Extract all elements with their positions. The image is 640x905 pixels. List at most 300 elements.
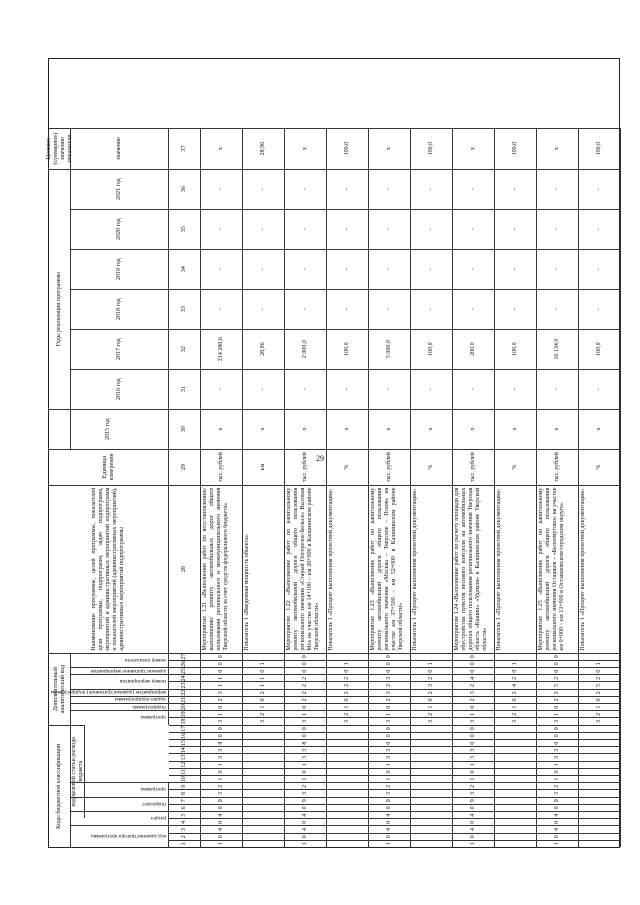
code-cell: 0 bbox=[201, 660, 243, 667]
name-header: Наименование программы, целей программы, показателей цели программы, подпрограмм, задач подпрограмм, мероприятий и административных мероприятий подпрограмм и показателей мероприятий (административных мероприятий), административных мероприятий подпрограммы bbox=[49, 485, 169, 653]
year-value: - bbox=[579, 249, 621, 289]
code-cell bbox=[579, 746, 621, 753]
code-cell: 0 bbox=[285, 732, 327, 739]
code-cell: 1 bbox=[369, 840, 411, 847]
col-number: 20 bbox=[169, 703, 201, 710]
year-value: - bbox=[495, 169, 537, 209]
code-cell: 1 bbox=[579, 660, 621, 667]
code-cell: 1 bbox=[495, 703, 537, 710]
code-cell: 3 bbox=[411, 681, 453, 688]
code-cell bbox=[327, 768, 369, 775]
code-cell: 2 bbox=[453, 782, 495, 789]
code-cell bbox=[327, 811, 369, 818]
col-number: 23 bbox=[169, 681, 201, 688]
col-number: 26 bbox=[169, 660, 201, 667]
code-cell: 2 bbox=[537, 782, 579, 789]
code-cell: 2 bbox=[285, 696, 327, 703]
measure-num-header bbox=[71, 674, 169, 688]
year-value: - bbox=[453, 249, 495, 289]
code-cell: 2 bbox=[285, 782, 327, 789]
code-cell bbox=[579, 825, 621, 832]
year-value: - bbox=[579, 169, 621, 209]
row-final-value: х bbox=[537, 128, 579, 169]
year-value: - bbox=[201, 369, 243, 409]
code-cell bbox=[327, 789, 369, 796]
col-number: 9 bbox=[169, 782, 201, 789]
code-cell bbox=[579, 739, 621, 746]
code-cell: 0 bbox=[201, 804, 243, 811]
year-value: - bbox=[579, 209, 621, 249]
code-cell: 1 bbox=[201, 761, 243, 768]
year-value: - bbox=[201, 249, 243, 289]
code-cell: 3 bbox=[285, 753, 327, 760]
code-cell: 0 bbox=[453, 703, 495, 710]
col-number: 34 bbox=[169, 249, 201, 289]
code-cell: 2 bbox=[495, 689, 537, 696]
admin-code-header-text: код администратора программы bbox=[91, 833, 166, 840]
year-value: - bbox=[327, 289, 369, 329]
year-value: - bbox=[369, 289, 411, 329]
code-cell bbox=[411, 782, 453, 789]
row-unit: % bbox=[579, 449, 621, 485]
row-unit: % bbox=[327, 449, 369, 485]
code-cell: 2 bbox=[369, 782, 411, 789]
year-value: - bbox=[495, 249, 537, 289]
year-value: х bbox=[285, 409, 327, 449]
razdel-header-text: раздел bbox=[150, 815, 166, 822]
code-cell: 0 bbox=[411, 667, 453, 674]
row-unit: тыс. рублей bbox=[369, 449, 411, 485]
year-value: - bbox=[411, 369, 453, 409]
code-cell: 9 bbox=[453, 797, 495, 804]
code-cell: 0 bbox=[201, 732, 243, 739]
col-number: 7 bbox=[169, 797, 201, 804]
year-header-2016: 2016 год bbox=[71, 369, 169, 409]
col-number: 32 bbox=[169, 329, 201, 369]
code-cell: 1 bbox=[411, 703, 453, 710]
col-number: 30 bbox=[169, 409, 201, 449]
code-cell: 0 bbox=[453, 804, 495, 811]
target-article-header: код целевой статьи расхода бюджета bbox=[71, 725, 85, 819]
program-add-header-text: программа bbox=[140, 714, 166, 721]
col-number: 11 bbox=[169, 768, 201, 775]
year-value: - bbox=[411, 289, 453, 329]
code-cell bbox=[243, 775, 285, 782]
code-cell: 0 bbox=[537, 667, 579, 674]
code-cell bbox=[327, 840, 369, 847]
code-cell: 0 bbox=[453, 768, 495, 775]
year-value: - bbox=[327, 169, 369, 209]
measure-sub-header bbox=[50, 689, 169, 696]
row-unit: тыс. рублей bbox=[453, 449, 495, 485]
additional-group-header: Дополнительный аналитический код bbox=[49, 653, 71, 725]
code-cell bbox=[243, 653, 285, 660]
code-cell: 0 bbox=[201, 667, 243, 674]
code-cell bbox=[411, 753, 453, 760]
task-header-text: задача подпрограммы bbox=[114, 696, 166, 703]
code-cell: 0 bbox=[537, 660, 579, 667]
code-cell bbox=[243, 761, 285, 768]
col-number: 1 bbox=[169, 840, 201, 847]
code-cell: 1 bbox=[537, 840, 579, 847]
code-cell: 0 bbox=[201, 768, 243, 775]
code-cell bbox=[243, 732, 285, 739]
indicator-num-header bbox=[71, 653, 169, 667]
code-cell bbox=[411, 804, 453, 811]
year-value: - bbox=[243, 209, 285, 249]
year-value: 16 134,0 bbox=[537, 329, 579, 369]
row-unit: тыс. рублей bbox=[285, 449, 327, 485]
year-value: - bbox=[453, 369, 495, 409]
year-value: - bbox=[495, 289, 537, 329]
year-value: - bbox=[369, 249, 411, 289]
row-name: Мероприятие 1.21 «Выполнение работ по восстановлению/ выполнению/ ремонту автомобильных дорог общего пользования регионального и межмуниципального значения Тверской области за счет средств федерального бюджета» bbox=[201, 485, 243, 653]
col-number: 16 bbox=[169, 732, 201, 739]
code-cell: 2 bbox=[537, 696, 579, 703]
code-cell: 0 bbox=[453, 818, 495, 825]
final-group-header: Целевое (суммарное) значение показателя bbox=[49, 128, 71, 169]
code-cell bbox=[411, 653, 453, 660]
code-cell: 4 bbox=[285, 811, 327, 818]
code-cell: 2 bbox=[537, 674, 579, 681]
code-cell bbox=[579, 753, 621, 760]
code-cell: 3 bbox=[537, 746, 579, 753]
row-final-value: х bbox=[369, 128, 411, 169]
year-value: - bbox=[285, 209, 327, 249]
razdel-header bbox=[71, 811, 169, 825]
row-final-value: х bbox=[201, 128, 243, 169]
code-cell: 3 bbox=[453, 753, 495, 760]
code-cell bbox=[243, 797, 285, 804]
code-cell bbox=[243, 811, 285, 818]
code-cell: 0 bbox=[285, 768, 327, 775]
code-cell: 0 bbox=[369, 667, 411, 674]
col-number: 3 bbox=[169, 825, 201, 832]
code-cell: 1 bbox=[285, 761, 327, 768]
code-cell bbox=[411, 761, 453, 768]
code-cell: 0 bbox=[537, 653, 579, 660]
code-cell: 4 bbox=[453, 825, 495, 832]
code-cell: 3 bbox=[201, 717, 243, 724]
year-value: х bbox=[411, 409, 453, 449]
code-cell: 2 bbox=[369, 696, 411, 703]
year-header-2015: 2015 год bbox=[49, 409, 169, 449]
code-cell: 2 bbox=[327, 674, 369, 681]
code-cell: 0 bbox=[453, 667, 495, 674]
code-cell: 0 bbox=[369, 732, 411, 739]
code-cell bbox=[243, 739, 285, 746]
code-cell: 1 bbox=[243, 681, 285, 688]
code-cell: 3 bbox=[201, 689, 243, 696]
code-cell bbox=[243, 833, 285, 840]
code-cell: 0 bbox=[453, 833, 495, 840]
code-cell: 1 bbox=[243, 660, 285, 667]
code-cell bbox=[495, 761, 537, 768]
admin-measure-header bbox=[71, 667, 169, 674]
code-cell: 2 bbox=[243, 689, 285, 696]
code-cell: 3 bbox=[285, 746, 327, 753]
code-cell: 3 bbox=[369, 717, 411, 724]
row-unit: км bbox=[243, 449, 285, 485]
code-cell: 0 bbox=[285, 703, 327, 710]
year-value: - bbox=[285, 369, 327, 409]
code-cell: 4 bbox=[201, 825, 243, 832]
code-cell bbox=[411, 811, 453, 818]
code-cell: 2 bbox=[285, 674, 327, 681]
code-cell bbox=[411, 746, 453, 753]
code-cell: 2 bbox=[327, 689, 369, 696]
row-name: Показатель 1 «Процент выполнения проектной документации» bbox=[411, 485, 453, 653]
code-cell bbox=[579, 797, 621, 804]
col-number: 31 bbox=[169, 369, 201, 409]
code-cell: 3 bbox=[369, 674, 411, 681]
code-cell: 4 bbox=[495, 681, 537, 688]
code-cell: 0 bbox=[369, 739, 411, 746]
code-cell: 3 bbox=[369, 689, 411, 696]
code-cell: 0 bbox=[537, 768, 579, 775]
year-value: 200,0 bbox=[453, 329, 495, 369]
code-cell bbox=[411, 775, 453, 782]
code-cell: 8 bbox=[285, 739, 327, 746]
code-cell: 9 bbox=[537, 797, 579, 804]
code-cell: 1 bbox=[369, 761, 411, 768]
year-value: - bbox=[453, 289, 495, 329]
code-cell: 2 bbox=[537, 689, 579, 696]
col-number: 14 bbox=[169, 746, 201, 753]
code-cell: 4 bbox=[537, 811, 579, 818]
code-cell: 0 bbox=[537, 725, 579, 732]
year-value: - bbox=[327, 209, 369, 249]
code-cell: 0 bbox=[579, 696, 621, 703]
year-header-2019: 2019 год bbox=[71, 249, 169, 289]
code-cell: 4 bbox=[453, 674, 495, 681]
code-cell: 1 bbox=[579, 703, 621, 710]
col-number: 8 bbox=[169, 789, 201, 796]
col-number: 15 bbox=[169, 739, 201, 746]
code-cell: 0 bbox=[369, 804, 411, 811]
code-cell: 2 bbox=[327, 681, 369, 688]
row-final-value: 100,0 bbox=[327, 128, 369, 169]
code-cell: 2 bbox=[327, 710, 369, 717]
row-name: Показатель 1 «Введенная мощность объекта» bbox=[243, 485, 285, 653]
code-cell: 0 bbox=[285, 660, 327, 667]
code-cell bbox=[579, 833, 621, 840]
col-number: 24 bbox=[169, 674, 201, 681]
col-number: 13 bbox=[169, 753, 201, 760]
code-cell bbox=[495, 797, 537, 804]
code-cell: 3 bbox=[201, 789, 243, 796]
code-cell bbox=[327, 732, 369, 739]
code-cell: 3 bbox=[411, 717, 453, 724]
row-final-value: 100,0 bbox=[495, 128, 537, 169]
page-number: 29 bbox=[316, 454, 324, 463]
code-cell bbox=[243, 789, 285, 796]
code-cell: 1 bbox=[201, 840, 243, 847]
admin-measure-header-text: административное мероприятие bbox=[90, 667, 166, 674]
row-unit: % bbox=[495, 449, 537, 485]
year-value: - bbox=[369, 369, 411, 409]
year-value: 214 280,6 bbox=[201, 329, 243, 369]
year-value: х bbox=[495, 409, 537, 449]
code-cell: 4 bbox=[285, 825, 327, 832]
code-cell: 0 bbox=[327, 667, 369, 674]
year-value: - bbox=[285, 289, 327, 329]
code-cell bbox=[411, 840, 453, 847]
year-value: - bbox=[201, 289, 243, 329]
row-unit: тыс. рублей bbox=[201, 449, 243, 485]
year-value: - bbox=[579, 289, 621, 329]
code-cell: 1 bbox=[453, 840, 495, 847]
code-cell: 1 bbox=[285, 840, 327, 847]
code-cell bbox=[579, 811, 621, 818]
year-value: 5 000,0 bbox=[369, 329, 411, 369]
code-cell: 0 bbox=[537, 732, 579, 739]
code-cell bbox=[243, 753, 285, 760]
code-cell: 9 bbox=[201, 797, 243, 804]
code-cell: 0 bbox=[495, 667, 537, 674]
code-cell bbox=[411, 797, 453, 804]
code-cell: 0 bbox=[201, 818, 243, 825]
code-cell: 2 bbox=[201, 782, 243, 789]
code-cell bbox=[495, 811, 537, 818]
col-number: 10 bbox=[169, 775, 201, 782]
year-header-2017: 2017 год bbox=[71, 329, 169, 369]
col-number: 28 bbox=[169, 485, 201, 653]
code-cell bbox=[495, 833, 537, 840]
subprogram-header-text: подпрограмма bbox=[132, 703, 166, 710]
code-cell: 0 bbox=[453, 653, 495, 660]
year-value: х bbox=[537, 409, 579, 449]
code-cell bbox=[327, 746, 369, 753]
subprogram-header bbox=[71, 703, 169, 710]
code-cell: 0 bbox=[537, 739, 579, 746]
code-cell bbox=[495, 818, 537, 825]
code-cell bbox=[495, 825, 537, 832]
code-cell: 3 bbox=[285, 789, 327, 796]
code-cell bbox=[327, 725, 369, 732]
year-value: - bbox=[453, 169, 495, 209]
col-number: 37 bbox=[169, 128, 201, 169]
year-value: 100,0 bbox=[579, 329, 621, 369]
code-cell: 1 bbox=[201, 710, 243, 717]
year-value: - bbox=[243, 289, 285, 329]
year-value: - bbox=[243, 369, 285, 409]
codes-group-header: Коды бюджетной классификации bbox=[49, 725, 71, 847]
indicator-num-header-text: номер показателя bbox=[125, 656, 166, 663]
code-cell bbox=[495, 789, 537, 796]
row-name: Показатель 1 «Процент выполнения проектной документации» bbox=[495, 485, 537, 653]
row-name: Показатель 1 «Процент выполнения проектной документации» bbox=[327, 485, 369, 653]
col-number: 22 bbox=[169, 689, 201, 696]
year-header-2018: 2018 год bbox=[71, 289, 169, 329]
code-cell: 0 bbox=[201, 653, 243, 660]
code-cell: 3 bbox=[537, 717, 579, 724]
program-add-header bbox=[71, 710, 169, 724]
year-value: - bbox=[579, 369, 621, 409]
code-cell: 2 bbox=[411, 710, 453, 717]
code-cell: 0 bbox=[285, 725, 327, 732]
code-cell: 3 bbox=[243, 717, 285, 724]
row-name: Показатель 1 «Процент выполнения проектной документации» bbox=[579, 485, 621, 653]
code-cell: 1 bbox=[537, 775, 579, 782]
code-cell: 1 bbox=[411, 660, 453, 667]
years-group-header: Годы реализации программы bbox=[49, 169, 71, 449]
code-cell: 0 bbox=[453, 732, 495, 739]
code-cell: 3 bbox=[453, 789, 495, 796]
code-cell bbox=[495, 732, 537, 739]
year-value: 2 000,0 bbox=[285, 329, 327, 369]
code-cell bbox=[495, 768, 537, 775]
code-cell bbox=[327, 797, 369, 804]
code-cell bbox=[327, 782, 369, 789]
code-cell: 0 bbox=[369, 833, 411, 840]
code-cell: 1 bbox=[453, 761, 495, 768]
code-cell bbox=[411, 833, 453, 840]
code-cell: 0 bbox=[201, 703, 243, 710]
row-final-value: х bbox=[453, 128, 495, 169]
year-value: - bbox=[537, 289, 579, 329]
code-cell: 3 bbox=[369, 753, 411, 760]
code-cell: 1 bbox=[537, 710, 579, 717]
code-cell bbox=[579, 818, 621, 825]
code-cell: 1 bbox=[369, 775, 411, 782]
code-cell: 2 bbox=[579, 710, 621, 717]
code-cell: 0 bbox=[537, 818, 579, 825]
row-name: Мероприятие 1.23 «Выполнение работ по капитальному ремонту автомобильной дороги общего пользования регионального значения «Москва – Тверское – Псков» на участке км 37+500 – км 52+000 в Калининском районе Тверской области» bbox=[369, 485, 411, 653]
code-cell: 0 bbox=[243, 667, 285, 674]
code-cell bbox=[579, 653, 621, 660]
code-cell: 1 bbox=[285, 775, 327, 782]
year-value: х bbox=[453, 409, 495, 449]
code-cell: 8 bbox=[201, 739, 243, 746]
code-cell: 1 bbox=[201, 674, 243, 681]
code-cell bbox=[327, 804, 369, 811]
code-cell: 4 bbox=[201, 811, 243, 818]
code-cell bbox=[579, 804, 621, 811]
year-header-2021: 2021 год bbox=[71, 169, 169, 209]
code-cell bbox=[243, 782, 285, 789]
code-cell: 0 bbox=[495, 696, 537, 703]
code-cell: 4 bbox=[369, 811, 411, 818]
year-header-2020: 2020 год bbox=[71, 209, 169, 249]
code-cell: 0 bbox=[327, 696, 369, 703]
year-value: - bbox=[327, 369, 369, 409]
code-cell: 1 bbox=[243, 703, 285, 710]
row-name: Мероприятие 1.22 «Выполнение работ по капитальному ремонту автомобильной дороги общего пользования регионального значения «Старый Погорелое-Бельск» Высокая Мга на участке км 14+100 – км 20+000 в Калининском районе Тверской области» bbox=[285, 485, 327, 653]
admin-code-header bbox=[71, 825, 169, 847]
code-cell bbox=[411, 725, 453, 732]
code-cell bbox=[411, 789, 453, 796]
code-cell: 1 bbox=[453, 710, 495, 717]
code-cell: 1 bbox=[495, 660, 537, 667]
year-value: - bbox=[327, 249, 369, 289]
code-cell: 2 bbox=[285, 681, 327, 688]
code-cell bbox=[243, 725, 285, 732]
code-cell bbox=[243, 840, 285, 847]
code-cell: 3 bbox=[453, 746, 495, 753]
code-cell: 3 bbox=[327, 717, 369, 724]
code-cell: 2 bbox=[285, 689, 327, 696]
year-value: - bbox=[411, 249, 453, 289]
code-cell bbox=[327, 833, 369, 840]
row-final-value: 100,0 bbox=[411, 128, 453, 169]
col-number: 29 bbox=[169, 449, 201, 485]
col-number: 12 bbox=[169, 761, 201, 768]
code-cell: 2 bbox=[579, 689, 621, 696]
code-cell: 1 bbox=[243, 674, 285, 681]
code-cell: 1 bbox=[327, 660, 369, 667]
row-name: Мероприятие 1.24 «Выполнение работ по расчету площади для обустройства пунктов весового контроля на автомобильных дорогах общего пользования регионального значения Тверская область «Кашин» «Удомля» в Калининском районе Тверской области» bbox=[453, 485, 495, 653]
